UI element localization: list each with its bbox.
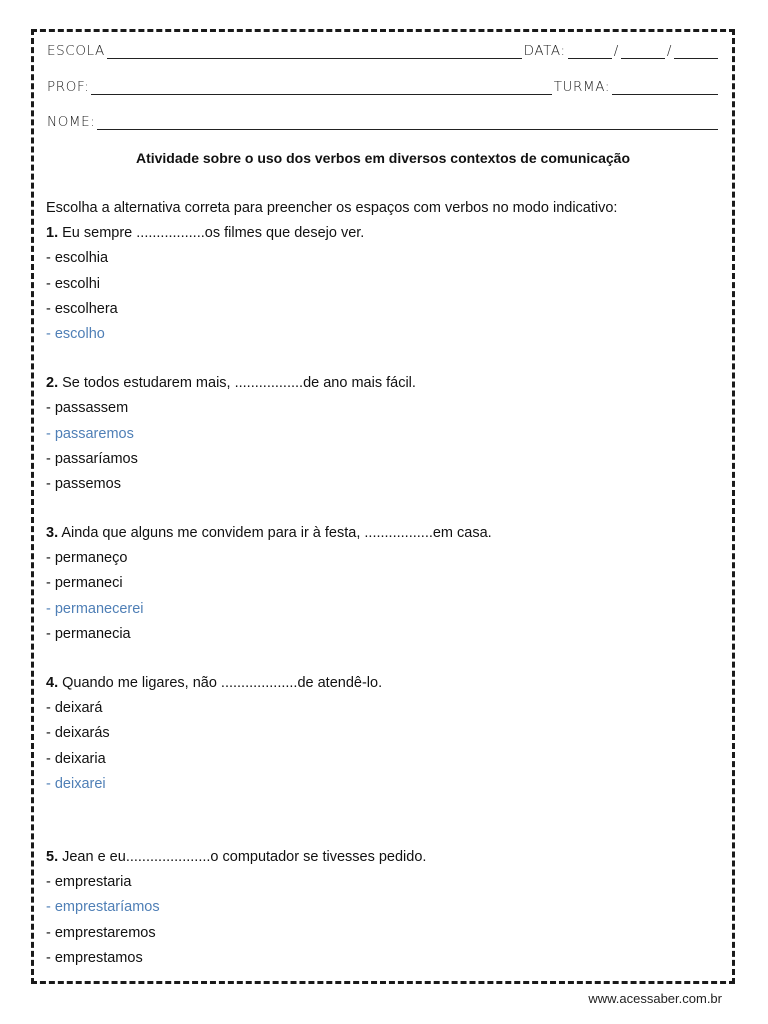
option: - passaríamos: [46, 450, 138, 467]
question-number: 4.: [46, 675, 59, 691]
question-2: [46, 373, 726, 398]
prof-blank: [91, 81, 551, 95]
option: - deixarás: [46, 725, 110, 742]
header-row-prof: [47, 79, 720, 95]
option-correct: - deixarei: [46, 775, 106, 792]
question-3: [46, 523, 726, 548]
date-year-blank: [674, 45, 718, 59]
date-separator: /: [666, 43, 672, 59]
header-row-name: [47, 114, 720, 130]
date-separator: /: [613, 43, 619, 59]
option: - deixaria: [46, 750, 106, 767]
option: - escolhera: [46, 300, 118, 317]
option: - deixará: [46, 700, 103, 717]
question-4: [46, 673, 726, 698]
prof-label: PROF:: [47, 79, 90, 95]
option: - escolhi: [46, 275, 100, 292]
question-number: 3.: [46, 525, 59, 542]
option-correct: - escolho: [46, 325, 105, 342]
footer-url: www.acessaber.com.br: [588, 991, 722, 1006]
question-text: Quando me ligares, não ...................de atendê-lo.: [58, 675, 383, 691]
question-text: Se todos estudarem mais, .................de ano mais fácil.: [58, 375, 416, 392]
option: - passemos: [46, 475, 121, 492]
date-month-blank: [621, 45, 665, 59]
question-number: 1.: [46, 225, 59, 242]
option: - permanecia: [46, 625, 131, 642]
option: - permaneci: [46, 575, 123, 592]
name-label: NOME:: [47, 114, 96, 130]
date-day-blank: [568, 45, 612, 59]
instruction-text: Escolha a alternativa correta para preencher os espaços com verbos no modo indicativo:: [46, 200, 618, 216]
class-blank: [612, 81, 718, 95]
class-label: TURMA:: [553, 79, 610, 95]
option-correct: - permanecerei: [46, 600, 144, 617]
question-text: Jean e eu.....................o computador se tivesses pedido.: [58, 848, 427, 865]
worksheet-title: Atividade sobre o uso dos verbos em diversos contextos de comunicação: [135, 150, 631, 166]
question-5: [46, 847, 726, 872]
question-number: 5.: [46, 848, 59, 865]
question-1: [46, 223, 726, 248]
option-correct: - passaremos: [46, 425, 134, 442]
school-blank: [107, 45, 522, 59]
option-correct: - emprestaríamos: [46, 899, 160, 916]
header-row-school: [47, 43, 720, 59]
option: - emprestamos: [46, 949, 143, 966]
name-blank: [97, 116, 718, 130]
option: - passassem: [46, 400, 129, 417]
question-text: Ainda que alguns me convidem para ir à festa, .................em casa.: [58, 525, 492, 542]
question-text: Eu sempre .................os filmes que desejo ver.: [58, 225, 365, 242]
option: - emprestaremos: [46, 924, 156, 941]
question-number: 2.: [46, 375, 59, 392]
date-label: DATA:: [523, 43, 566, 59]
worksheet-content: [46, 198, 726, 973]
option: - escolhia: [46, 250, 109, 267]
option: - emprestaria: [46, 874, 132, 891]
school-label: ESCOLA: [47, 43, 105, 59]
option: - permaneço: [46, 550, 128, 567]
